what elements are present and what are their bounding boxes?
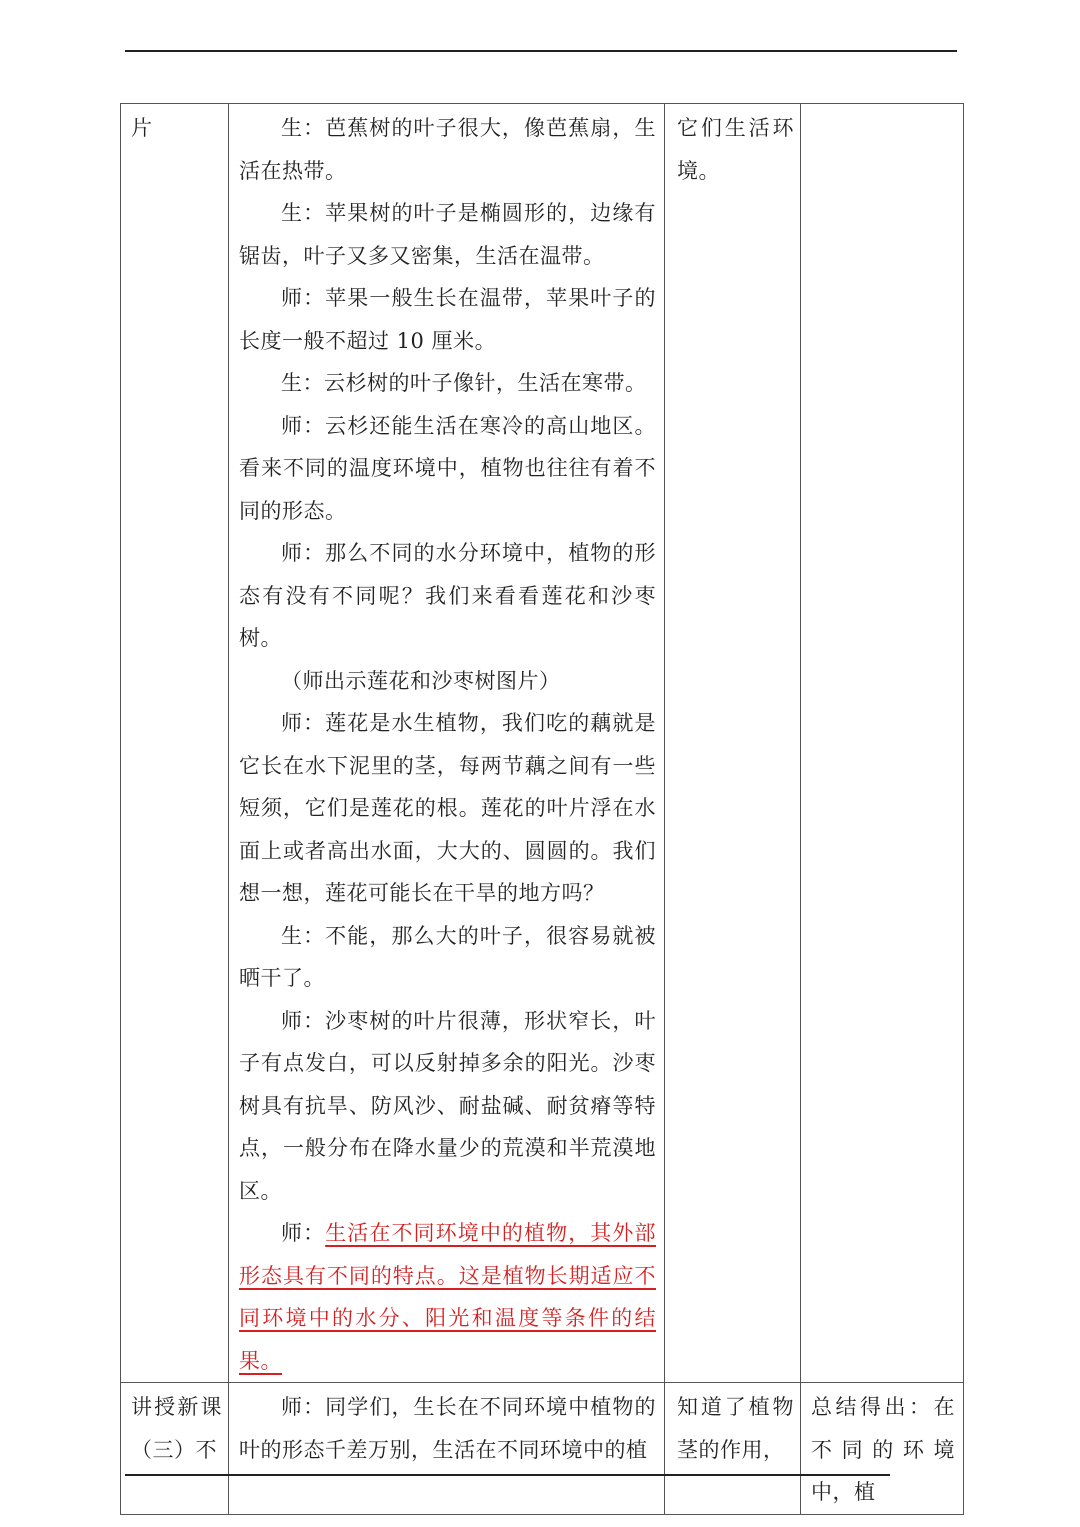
dialogue-paragraph: 师：同学们，生长在不同环境中植物的叶的形态千差万别，生活在不同环境中的植 bbox=[239, 1395, 656, 1462]
student-activity-cell bbox=[665, 104, 801, 1383]
highlighted-conclusion: 生活在不同环境中的植物，其外部形态具有不同的特点。这是植物长期适应不同环境中的水分、阳光和温度等条件的结果。 bbox=[239, 1221, 656, 1373]
student-activity-text: 知道了植物茎的作用， bbox=[677, 1395, 794, 1462]
table-row bbox=[121, 104, 964, 1383]
dialogue-paragraph: 师：莲花是水生植物，我们吃的藕就是它长在水下泥里的茎，每两节藕之间有一些短须，它们是莲花的根。莲花的叶片浮在水面上或者高出水面，大大的、圆圆的。我们想一想，莲花可能长在干旱的地方吗？ bbox=[239, 711, 656, 905]
stage-text: 片 bbox=[131, 116, 153, 140]
dialogue-paragraph: 师：沙枣树的叶片很薄，形状窄长，叶子有点发白，可以反射掉多余的阳光。沙枣树具有抗旱、防风沙、耐盐碱、耐贫瘠等特点，一般分布在降水量少的荒漠和半荒漠地区。 bbox=[239, 1008, 656, 1203]
student-activity-cell bbox=[665, 1383, 801, 1515]
dialogue-paragraph: 生：苹果树的叶子是椭圆形的，边缘有锯齿，叶子又多又密集，生活在温带。 bbox=[239, 201, 656, 268]
table-row bbox=[121, 1383, 964, 1515]
teaching-process-cell bbox=[229, 104, 665, 1383]
design-intent-text: 总结得出：在不同的环境中，植 bbox=[811, 1395, 955, 1504]
speaker-prefix: 师： bbox=[281, 1221, 326, 1245]
stage-direction: （师出示莲花和沙枣树图片） bbox=[281, 668, 561, 693]
dialogue-paragraph: 师：苹果一般生长在温带，苹果叶子的长度一般不超过 10 厘米。 bbox=[239, 286, 656, 353]
footer-rule bbox=[125, 1474, 890, 1476]
dialogue-paragraph: 师：云杉还能生活在寒冷的高山地区。看来不同的温度环境中，植物也往往有着不同的形态。 bbox=[239, 413, 656, 523]
conclusion-paragraph bbox=[239, 1212, 656, 1382]
dialogue-paragraph: 生：芭蕉树的叶子很大，像芭蕉扇，生活在热带。 bbox=[239, 116, 656, 183]
dialogue-paragraph: 生：不能，那么大的叶子，很容易就被晒干了。 bbox=[239, 923, 656, 990]
header-rule bbox=[125, 50, 957, 52]
student-activity-text: 它们生活环境。 bbox=[677, 116, 794, 183]
stage-cell bbox=[121, 1383, 229, 1515]
dialogue-paragraph: 生：云杉树的叶子像针，生活在寒带。 bbox=[281, 371, 647, 395]
design-intent-cell bbox=[801, 104, 964, 1383]
stage-cell bbox=[121, 104, 229, 1383]
stage-text: 讲授新课（三）不 bbox=[131, 1395, 222, 1462]
teaching-process-cell bbox=[229, 1383, 665, 1515]
design-intent-cell bbox=[801, 1383, 964, 1515]
lesson-plan-table bbox=[120, 103, 964, 1515]
dialogue-paragraph: 师：那么不同的水分环境中，植物的形态有没有不同呢？我们来看看莲花和沙枣树。 bbox=[239, 541, 656, 650]
